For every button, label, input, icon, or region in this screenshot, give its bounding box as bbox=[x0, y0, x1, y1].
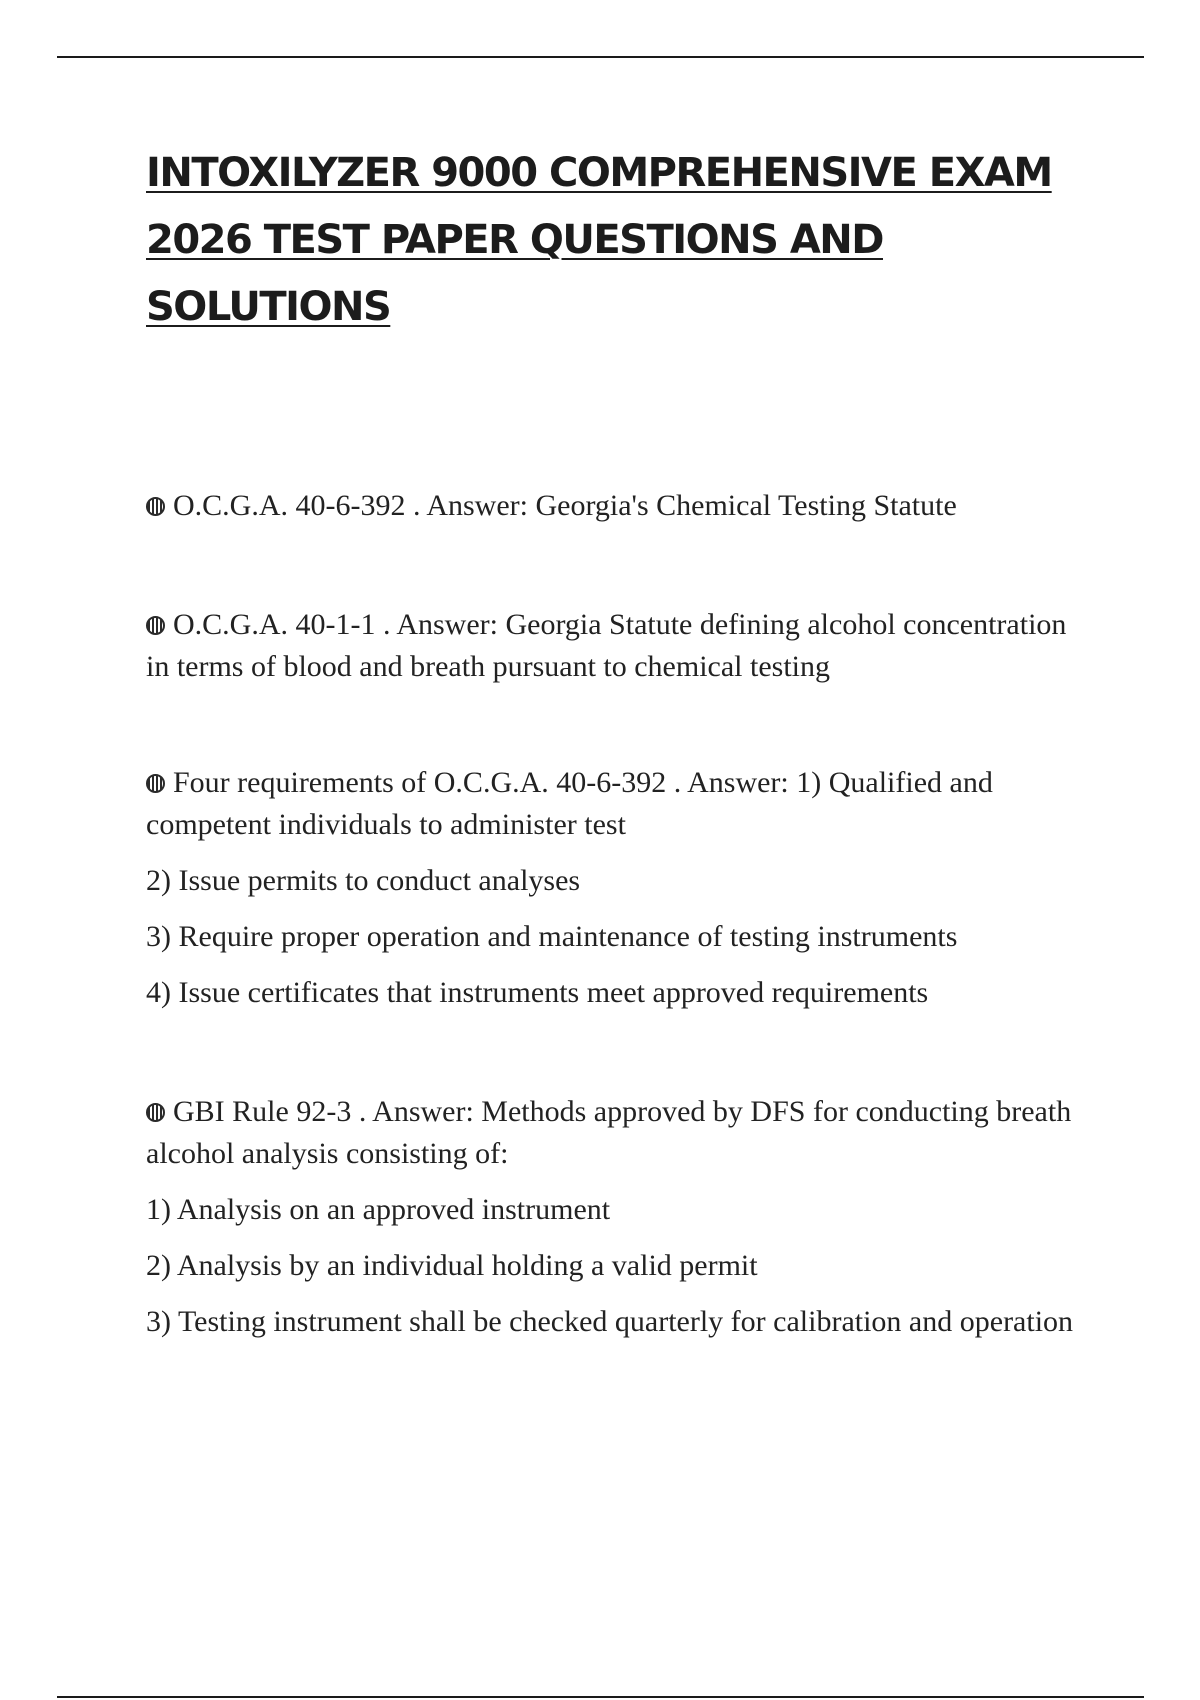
qa-item-3 bbox=[146, 762, 1086, 1014]
striped-circle-bullet-icon bbox=[146, 774, 165, 793]
qa-item-text: O.C.G.A. 40-1-1 . Answer: Georgia Statute defining alcohol concentration in terms of blood and breath pursuant to chemical testing bbox=[146, 608, 1067, 683]
qa-item-1 bbox=[146, 485, 1086, 527]
document-body bbox=[146, 140, 1086, 1420]
striped-circle-bullet-icon bbox=[146, 1103, 165, 1122]
qa-sub-line: 2) Issue permits to conduct analyses bbox=[146, 864, 581, 897]
qa-sub-line: 3) Testing instrument shall be checked quarterly for calibration and operation bbox=[146, 1305, 1074, 1338]
qa-sub-line: 4) Issue certificates that instruments meet approved requirements bbox=[146, 976, 929, 1009]
qa-sub-line: 1) Analysis on an approved instrument bbox=[146, 1193, 611, 1226]
qa-item-4 bbox=[146, 1091, 1086, 1343]
qa-item-2 bbox=[146, 604, 1086, 688]
bottom-rule bbox=[57, 1696, 1144, 1698]
document-title: INTOXILYZER 9000 COMPREHENSIVE EXAM 2026 TEST PAPER QUESTIONS AND SOLUTIONS bbox=[146, 150, 1052, 330]
qa-list bbox=[146, 485, 1086, 1343]
striped-circle-bullet-icon bbox=[146, 616, 165, 635]
qa-sub-line: 3) Require proper operation and maintenance of testing instruments bbox=[146, 920, 958, 953]
striped-circle-bullet-icon bbox=[146, 497, 165, 516]
qa-sub-line: 2) Analysis by an individual holding a valid permit bbox=[146, 1249, 758, 1282]
top-rule bbox=[57, 56, 1144, 58]
qa-item-text: O.C.G.A. 40-6-392 . Answer: Georgia's Chemical Testing Statute bbox=[173, 489, 957, 522]
qa-item-text: GBI Rule 92-3 . Answer: Methods approved by DFS for conducting breath alcohol analysis consisting of: bbox=[146, 1095, 1072, 1170]
qa-item-text: Four requirements of O.C.G.A. 40-6-392 . Answer: 1) Qualified and competent individuals to administer test bbox=[146, 766, 993, 841]
